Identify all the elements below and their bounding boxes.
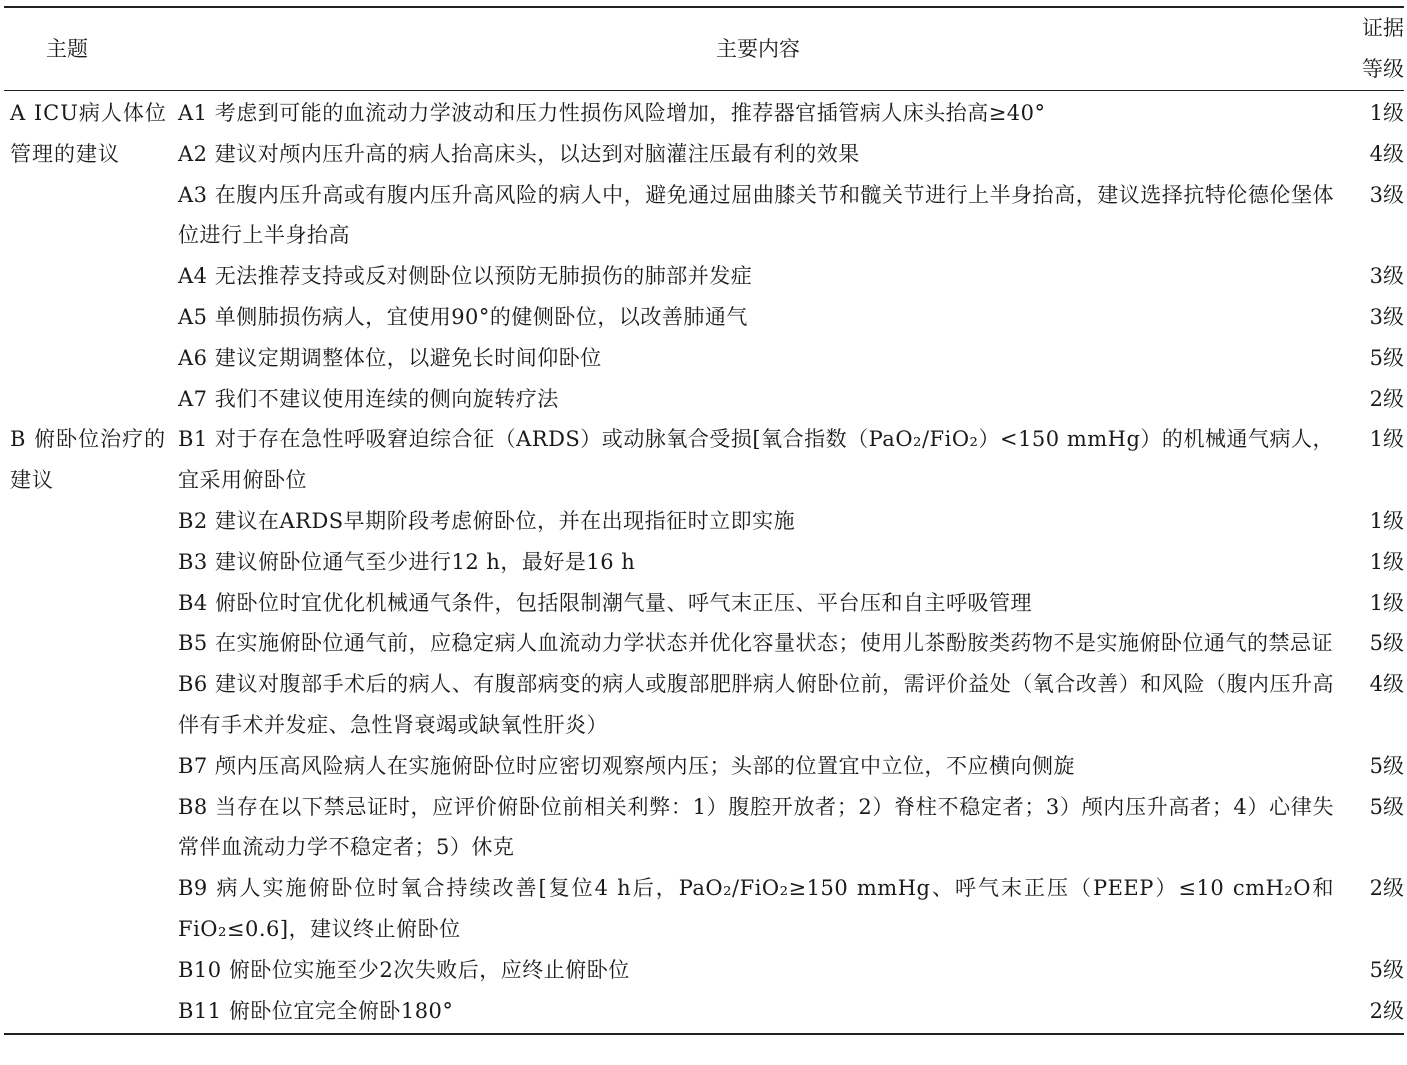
row-evidence-level: 4级 <box>1369 672 1404 697</box>
header-row <box>4 7 1404 91</box>
row-content: A5 单侧肺损伤病人，宜使用90°的健侧卧位，以改善肺通气 <box>178 304 748 329</box>
table-row <box>4 379 1404 420</box>
table-body <box>4 91 1404 1035</box>
table-row <box>4 950 1404 991</box>
row-evidence-level: 5级 <box>1369 957 1404 982</box>
table-row <box>4 256 1404 297</box>
row-content: B10 俯卧位实施至少2次失败后，应终止俯卧位 <box>178 957 630 982</box>
row-evidence-level: 5级 <box>1369 794 1404 819</box>
row-content: A1 考虑到可能的血流动力学波动和压力性损伤风险增加，推荐器官插管病人床头抬高≥40° <box>178 101 1046 125</box>
row-evidence-level: 1级 <box>1369 508 1404 533</box>
table-row <box>4 623 1404 664</box>
header-content: 主要内容 <box>716 36 800 61</box>
row-evidence-level: 2级 <box>1369 998 1404 1023</box>
row-evidence-level: 1级 <box>1369 590 1404 615</box>
row-content: B11 俯卧位宜完全俯卧180° <box>178 998 454 1023</box>
row-content: B6 建议对腹部手术后的病人、有腹部病变的病人或腹部肥胖病人俯卧位前，需评价益处（氧合改善）和风险（腹内压升高伴有手术并发症、急性肾衰竭或缺氧性肝炎） <box>178 672 1334 737</box>
header-topic: 主题 <box>46 36 88 61</box>
row-topic: B 俯卧位治疗的建议 <box>10 427 167 493</box>
table-row <box>4 583 1404 624</box>
table-row <box>4 542 1404 583</box>
table-row <box>4 991 1404 1035</box>
table-row <box>4 501 1404 542</box>
row-content: B2 建议在ARDS早期阶段考虑俯卧位，并在出现指征时立即实施 <box>178 508 796 533</box>
table-row <box>4 297 1404 338</box>
table-header <box>4 7 1404 91</box>
table-row <box>4 787 1404 869</box>
row-evidence-level: 5级 <box>1369 631 1404 656</box>
row-content: B8 当存在以下禁忌证时，应评价俯卧位前相关利弊：1）腹腔开放者；2）脊柱不稳定者；3）颅内压升高者；4）心律失常伴血流动力学不稳定者；5）休克 <box>178 794 1334 860</box>
evidence-table <box>4 6 1404 1035</box>
row-content: B5 在实施俯卧位通气前，应稳定病人血流动力学状态并优化容量状态；使用儿茶酚胺类药物不是实施俯卧位通气的禁忌证 <box>178 631 1333 656</box>
row-evidence-level: 2级 <box>1369 386 1404 411</box>
row-content: A4 无法推荐支持或反对侧卧位以预防无肺损伤的肺部并发症 <box>178 264 753 289</box>
row-content: A2 建议对颅内压升高的病人抬高床头，以达到对脑灌注压最有利的效果 <box>178 141 860 166</box>
row-evidence-level: 3级 <box>1369 182 1404 207</box>
table-row <box>4 746 1404 787</box>
row-evidence-level: 5级 <box>1369 753 1404 778</box>
table-row <box>4 338 1404 379</box>
row-evidence-level: 3级 <box>1369 304 1404 329</box>
row-content: B3 建议俯卧位通气至少进行12 h，最好是16 h <box>178 549 636 574</box>
row-evidence-level: 2级 <box>1369 876 1404 901</box>
table-row <box>4 868 1404 950</box>
row-topic: A ICU病人体位管理的建议 <box>10 101 167 166</box>
row-content: A7 我们不建议使用连续的侧向旋转疗法 <box>178 386 559 411</box>
row-content: B7 颅内压高风险病人在实施俯卧位时应密切观察颅内压；头部的位置宜中立位，不应横向侧旋 <box>178 753 1075 778</box>
row-evidence-level: 4级 <box>1369 141 1404 166</box>
row-evidence-level: 5级 <box>1369 345 1404 370</box>
row-content: B9 病人实施俯卧位时氧合持续改善[复位4 h后，PaO₂/FiO₂≥150 mmHg、呼气末正压（PEEP）≤10 cmH₂O和FiO₂≤0.6]，建议终止俯卧位 <box>178 876 1334 941</box>
row-evidence-level: 1级 <box>1369 101 1404 125</box>
row-content: B4 俯卧位时宜优化机械通气条件，包括限制潮气量、呼气末正压、平台压和自主呼吸管理 <box>178 590 1032 615</box>
table-row <box>4 419 1404 501</box>
row-content: B1 对于存在急性呼吸窘迫综合征（ARDS）或动脉氧合受损[氧合指数（PaO₂/FiO₂）<150 mmHg）的机械通气病人，宜采用俯卧位 <box>178 427 1334 493</box>
header-evidence-level: 证据等级 <box>1362 16 1404 81</box>
table-row <box>4 134 1404 175</box>
row-content: A3 在腹内压升高或有腹内压升高风险的病人中，避免通过屈曲膝关节和髋关节进行上半身抬高，建议选择抗特伦德伦堡体位进行上半身抬高 <box>178 182 1334 248</box>
row-evidence-level: 1级 <box>1369 549 1404 574</box>
table-row <box>4 91 1404 134</box>
row-content: A6 建议定期调整体位，以避免长时间仰卧位 <box>178 345 602 370</box>
row-evidence-level: 3级 <box>1369 264 1404 289</box>
row-evidence-level: 1级 <box>1369 427 1404 452</box>
table-row <box>4 175 1404 257</box>
table-row <box>4 664 1404 746</box>
